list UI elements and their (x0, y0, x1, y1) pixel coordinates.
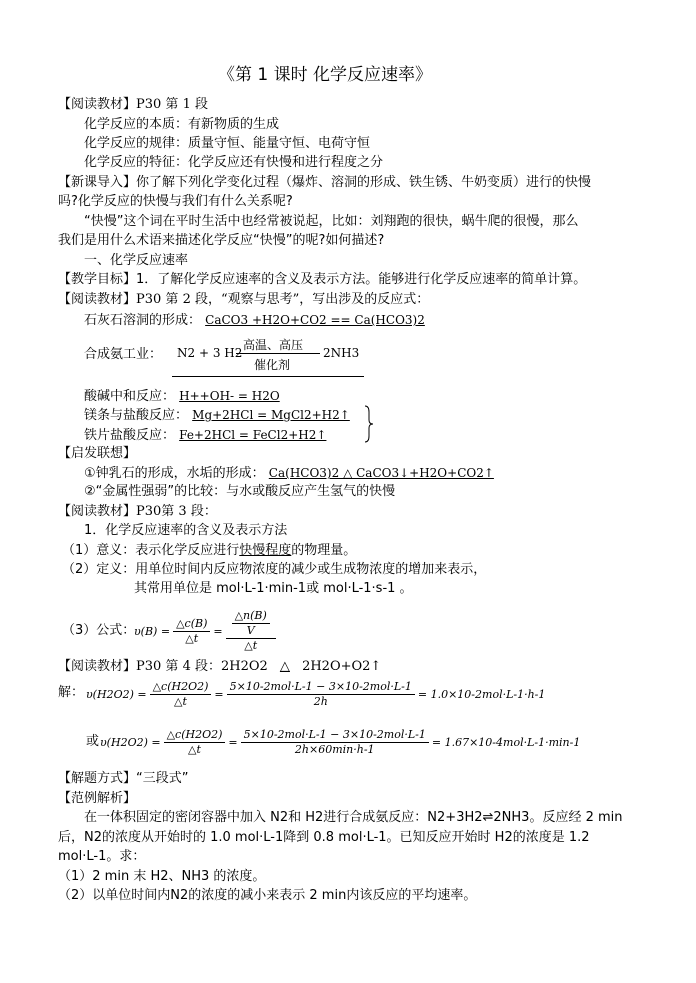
essence-line: 化学反应的本质：有新物质的生成 (84, 117, 280, 132)
reading-heading-2: 【阅读教材】P30 第 2 段，“观察与思考”，写出涉及的反应式： (58, 292, 430, 307)
metal-activity-line: ②“金属性强弱”的比较：与水或酸反应产生氢气的快慢 (84, 484, 396, 499)
goal-line: 【教学目标】1．了解化学反应速率的含义及表示方法。能够进行化学反应速率的简单计算。 (58, 272, 587, 287)
reaction-neutralization: 酸碱中和反应： H++OH- = H2O (84, 389, 280, 404)
question-2: （2）以单位时间内N2的浓度的减小来表示 2 min内该反应的平均速率。 (58, 888, 477, 903)
reaction-iron: 铁片盐酸反应： Fe+2HCl = FeCl2+H2↑ (84, 428, 327, 443)
solution-label: 解： (58, 685, 85, 700)
solution-formula-2: υ(H2O2) = $\frac{\triangle c(H2O2)}{\triangle t}$ = $\frac{\text{5×10-2mol·L-1 − 3×10-2mol·L-1}}{2h\times 60\min\cdot h-1}$ = 1.67×10-4mol·L-1·min-1 (100, 727, 581, 756)
example-heading: 【范例解析】 (58, 791, 137, 806)
stalactite-line: ①钟乳石的形成，水垢的形成： Ca(HCO3)2 △ CaCO3↓+H2O+CO2↑ (84, 466, 494, 481)
rate-formula: υ(B) = $\frac{\triangle c(B)}{\triangle t}$ = $\frac{\frac{\triangle n(B)}{V}}{\triangle t}$ (134, 603, 279, 659)
reaction-cave: 石灰石溶洞的形成： CaCO3 +H2O+CO2 == Ca(HCO3)2 (84, 313, 425, 328)
definition-line: （2）定义：用单位时间内反应物浓度的减少或生成物浓度的增加来表示， (62, 562, 487, 577)
ammonia-condition-bottom: 催化剂 (254, 358, 291, 372)
example-line-1: 在一体积固定的密闭容器中加入 N2和 H2进行合成氨反应：N2+3H2⇌2NH3。反应经 2 min (84, 810, 623, 825)
reading-heading-1: 【阅读教材】P30 第 1 段 (58, 97, 208, 112)
formula-label: （3）公式： (62, 623, 136, 638)
intro-line-3: “快慢”这个词在平时生活中也经常被说起，比如：刘翔跑的很快，蜗牛爬的很慢，那么 (84, 214, 579, 229)
unit-line: 其常用单位是 mol·L-1·min-1或 mol·L-1·s-1 。 (134, 581, 413, 596)
ammonia-product: 2NH3 (323, 346, 360, 360)
ammonia-condition-top: 高温、高压 (243, 338, 304, 352)
ammonia-reactants: N2 + 3 H2 (177, 346, 243, 360)
ammonia-arrow (236, 353, 320, 354)
intro-line-2: 吗?化学反应的快慢与我们有什么关系呢? (58, 194, 293, 209)
section-heading: 一、化学反应速率 (84, 253, 189, 268)
meaning-line: （1）意义：表示化学反应进行快慢程度的物理量。 (62, 543, 357, 558)
reaction-ammonia-label: 合成氨工业： (84, 347, 163, 362)
solution-formula-1: υ(H2O2) = $\frac{\triangle c(H2O2)}{\triangle t}$ = $\frac{\text{5×10-2mol·L-1 − 3×10-2mol·L-1}}{2h}$ = 1.0×10-2mol·L-1·h-1 (86, 679, 546, 708)
solution-alt-label: 或 (86, 734, 100, 749)
reaction-magnesium: 镁条与盐酸反应： Mg+2HCl = MgCl2+H2↑ (84, 408, 350, 423)
reading-heading-4: 【阅读教材】P30 第 4 段：2H2O2 △ 2H2O+O2↑ (58, 659, 382, 674)
reading-heading-3: 【阅读教材】P30第 3 段： (58, 504, 217, 519)
law-line: 化学反应的规律：质量守恒、能量守恒、电荷守恒 (84, 136, 371, 151)
intro-line-4: 我们是用什么术语来描述化学反应“快慢”的呢?如何描述? (58, 233, 385, 248)
method-line: 【解题方式】“三段式” (58, 771, 189, 786)
ammonia-underline (172, 376, 364, 377)
question-1: （1）2 min 末 H2、NH3 的浓度。 (58, 869, 266, 884)
feature-line: 化学反应的特征：化学反应还有快慢和进行程度之分 (84, 155, 384, 170)
example-line-2: 后，N2的浓度从开始时的 1.0 mol·L-1降到 0.8 mol·L-1。已知反应开始时 H2的浓度是 1.2 (58, 830, 590, 845)
intro-line-1: 【新课导入】你了解下列化学变化过程（爆炸、溶洞的形成、铁生锈、牛奶变质）进行的快慢 (58, 175, 592, 190)
page-title: 《第 1 课时 化学反应速率》 (218, 65, 433, 85)
brace-icon (363, 404, 375, 444)
rate-definition-heading: 1．化学反应速率的含义及表示方法 (84, 523, 288, 538)
inspire-heading: 【启发联想】 (58, 446, 137, 461)
example-line-3: mol·L-1。求： (58, 849, 146, 864)
